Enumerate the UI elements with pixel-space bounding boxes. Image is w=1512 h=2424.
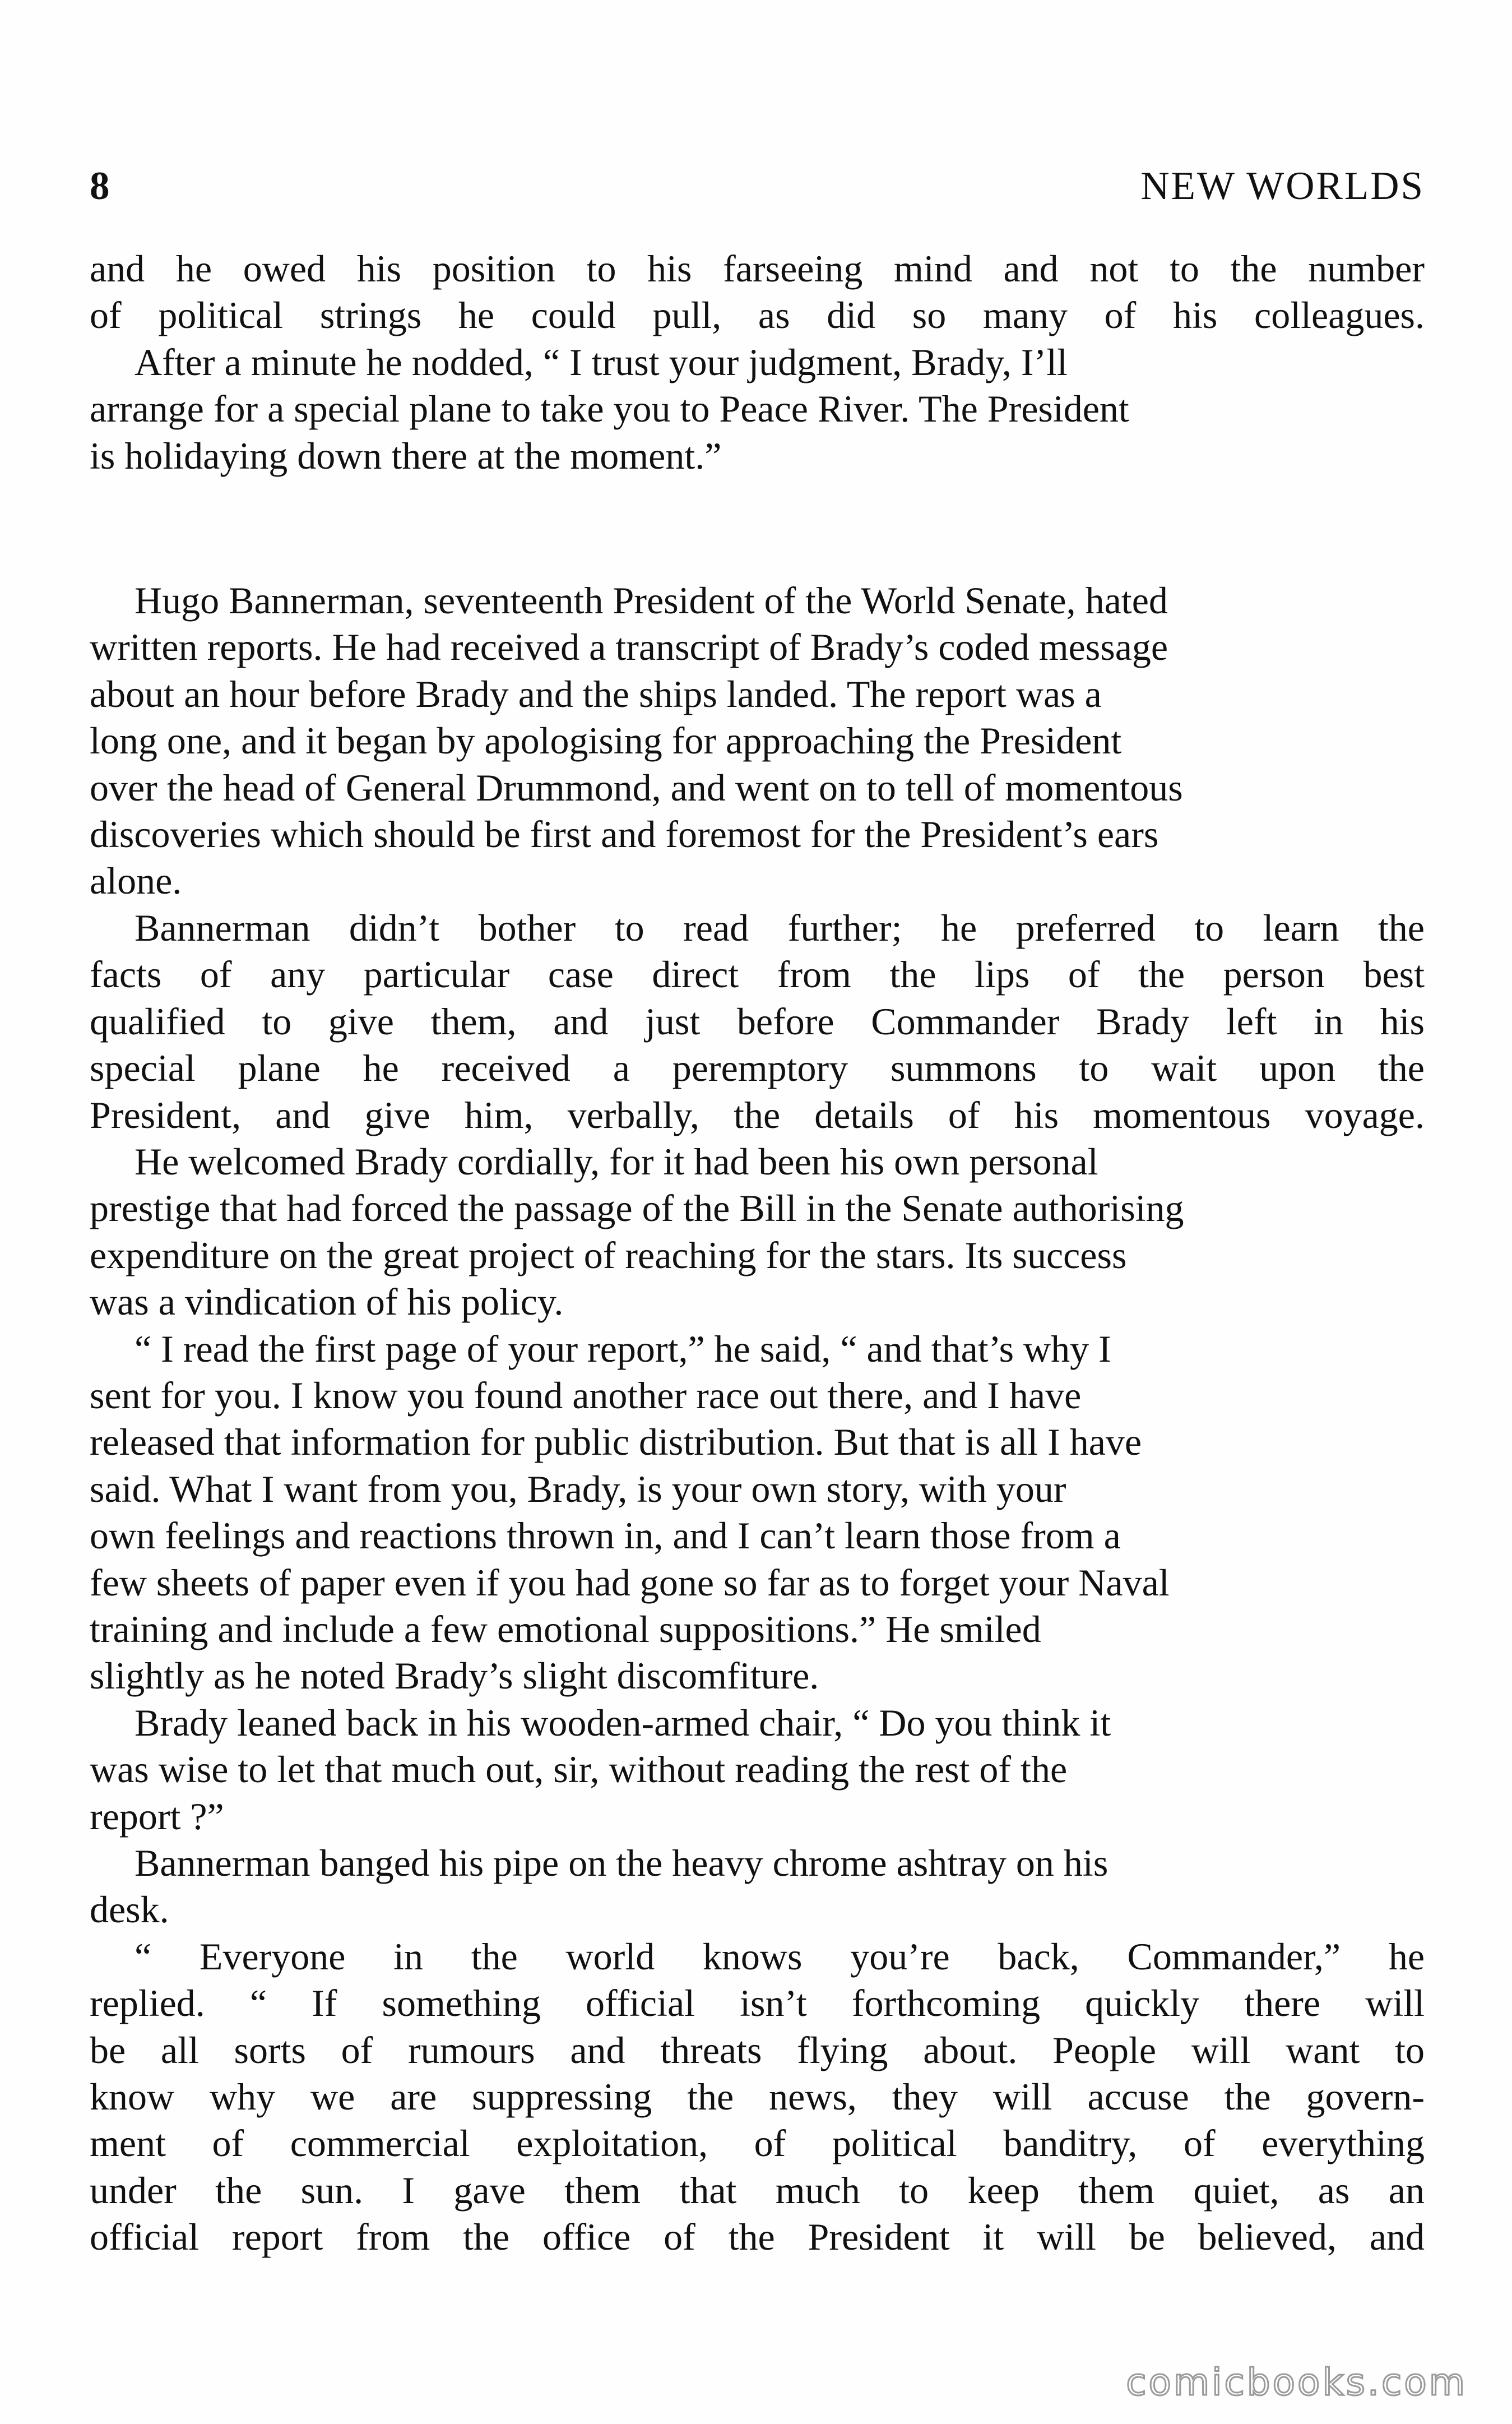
text-line: discoveries which should be first and foremost for the President’s ears <box>90 813 1159 856</box>
paragraph <box>90 339 1425 479</box>
text-line: qualified to give them, and just before Commander Brady left in his <box>90 1000 1425 1043</box>
text-line: facts of any particular case direct from the lips of the person best <box>90 953 1425 996</box>
text-line: He welcomed Brady cordially, for it had been his own personal <box>134 1140 1098 1183</box>
text-line: slightly as he noted Brady’s slight discomfiture. <box>90 1654 819 1697</box>
text-line: special plane he received a peremptory summons to wait upon the <box>90 1047 1425 1090</box>
text-line: under the sun. I gave them that much to keep them quiet, as an <box>90 2168 1425 2212</box>
text-line: “ I read the first page of your report,” he said, “ and that’s why I <box>134 1327 1111 1370</box>
text-line: replied. “ If something official isn’t forthcoming quickly there will <box>90 1982 1425 2025</box>
text-line: desk. <box>90 1888 169 1931</box>
paragraph <box>90 246 1425 339</box>
text-line: sent for you. I know you found another race out there, and I have <box>90 1373 1082 1417</box>
text-line: over the head of General Drummond, and went on to tell of momentous <box>90 766 1183 809</box>
paragraph <box>90 1840 1425 1933</box>
text-line: ment of commercial exploitation, of political banditry, of everything <box>90 2122 1425 2165</box>
text-line: Brady leaned back in his wooden-armed chair, “ Do you think it <box>134 1701 1111 1744</box>
text-line: said. What I want from you, Brady, is your own story, with your <box>90 1467 1066 1510</box>
text-line: own feelings and reactions thrown in, and I can’t learn those from a <box>90 1514 1121 1557</box>
text-line: released that information for public distribution. But that is all I have <box>90 1421 1142 1464</box>
paragraph <box>90 577 1425 905</box>
text-line: long one, and it began by apologising for approaching the President <box>90 719 1122 762</box>
paragraph <box>90 1700 1425 1840</box>
paragraph <box>90 905 1425 1139</box>
body-text <box>90 246 1425 2261</box>
paragraph <box>90 1326 1425 1700</box>
text-line: was a vindication of his policy. <box>90 1280 564 1324</box>
text-line: President, and give him, verbally, the details of his momentous voyage. <box>90 1093 1425 1136</box>
paragraph <box>90 1933 1425 2261</box>
text-line: expenditure on the great project of reaching for the stars. Its success <box>90 1233 1127 1276</box>
text-line: know why we are suppressing the news, they will accuse the govern- <box>90 2075 1425 2118</box>
text-line: of political strings he could pull, as did so many of his colleagues. <box>90 294 1425 337</box>
text-line: is holidaying down there at the moment.” <box>90 434 722 477</box>
text-line: and he owed his position to his farseeing mind and not to the number <box>90 247 1425 290</box>
watermark: comicbooks.com <box>1126 2361 1467 2404</box>
text-line: be all sorts of rumours and threats flying about. People will want to <box>90 2028 1425 2071</box>
text-line: After a minute he nodded, “ I trust your judgment, Brady, I’ll <box>134 340 1068 383</box>
running-head: NEW WORLDS <box>1140 164 1425 208</box>
text-line: few sheets of paper even if you had gone so far as to forget your Naval <box>90 1561 1170 1604</box>
section-break <box>90 479 1425 577</box>
paragraph <box>90 1139 1425 1326</box>
text-line: prestige that had forced the passage of the Bill in the Senate authorising <box>90 1187 1184 1230</box>
text-line: Hugo Bannerman, seventeenth President of the World Senate, hated <box>134 579 1168 622</box>
text-line: Bannerman banged his pipe on the heavy chrome ashtray on his <box>134 1842 1109 1884</box>
text-line: arrange for a special plane to take you to Peace River. The President <box>90 387 1129 431</box>
text-line: training and include a few emotional suppositions.” He smiled <box>90 1607 1041 1650</box>
text-line: alone. <box>90 859 182 903</box>
text-line: Bannerman didn’t bother to read further; he preferred to learn the <box>134 906 1425 949</box>
text-line: written reports. He had received a transcript of Brady’s coded message <box>90 626 1168 669</box>
text-line: report ?” <box>90 1794 224 1838</box>
page-header <box>90 158 1425 214</box>
text-line: official report from the office of the President it will be believed, and <box>90 2215 1425 2259</box>
text-line: was wise to let that much out, sir, without reading the rest of the <box>90 1748 1068 1791</box>
text-line: about an hour before Brady and the ships landed. The report was a <box>90 672 1102 715</box>
page-number: 8 <box>90 164 110 208</box>
text-line: “ Everyone in the world knows you’re back, Commander,” he <box>134 1935 1425 1978</box>
